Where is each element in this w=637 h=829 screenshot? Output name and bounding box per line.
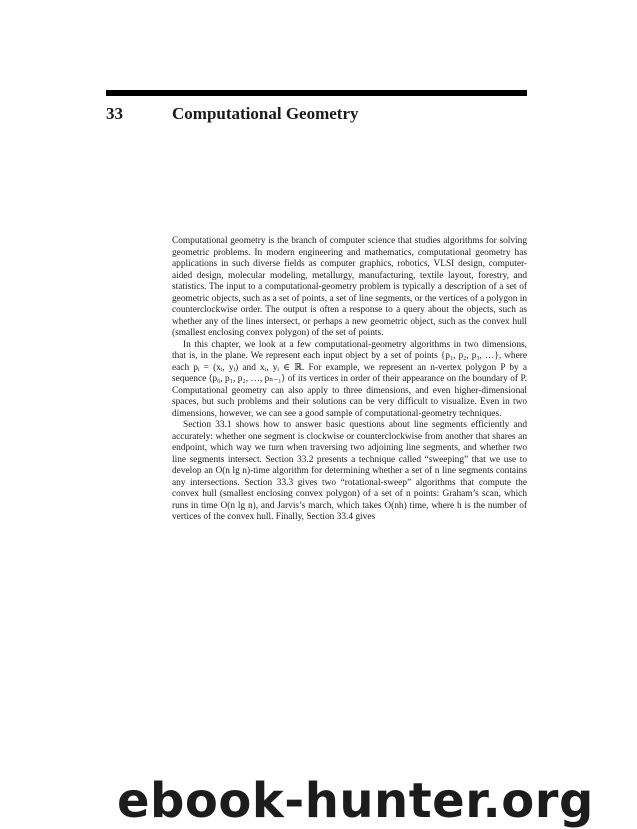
- watermark: ebook-hunter.org: [117, 773, 594, 829]
- chapter-title: Computational Geometry: [172, 104, 359, 123]
- paragraph-chapter-overview: In this chapter, we look at a few computational-geometry algorithms in two dimensions, that is, in the plane. We represent each input object by a set of points {p₁, p₂, p₃, …}, where each pᵢ = (xᵢ, yᵢ) and xᵢ, yᵢ ∈ ℝ. For example, we represent an n-vertex polygon P by a sequence ⟨p₀, p₁, p₂, …, pₙ₋₁⟩ of its vertices in order of their appearance on the boundary of P. Computational geometry can also apply to three dimensions, and even higher-dimensional spaces, but such problems and their solutions can be very difficult to visualize. Even in two dimensions, however, we can see a good sample of computational-geometry techniques.: [172, 339, 527, 419]
- chapter-rule: [106, 90, 527, 96]
- paragraph-section-summary: Section 33.1 shows how to answer basic questions about line segments efficiently and accurately: whether one segment is clockwise or counterclockwise from another that shares an endpoint, which way we turn when traversing two adjoining line segments, and whether two line segments intersect. Section 33.2 presents a technique called “sweeping” that we use to develop an O(n lg n)-time algorithm for determining whether a set of n line segments contains any intersections. Section 33.3 gives two “rotational-sweep” algorithms that compute the convex hull (smallest enclosing convex polygon) of a set of n points: Graham’s scan, which runs in time O(n lg n), and Jarvis’s march, which takes O(nh) time, where h is the number of vertices of the convex hull. Finally, Section 33.4 gives: [172, 420, 527, 522]
- body-text: [172, 236, 527, 524]
- chapter-number: 33: [106, 104, 123, 123]
- paragraph-intro: Computational geometry is the branch of computer science that studies algorithms for solving geometric problems. In modern engineering and mathematics, computational geometry has applications in such diverse fields as computer graphics, robotics, VLSI design, computer-aided design, molecular modeling, metallurgy, manufacturing, textile layout, forestry, and statistics. The input to a computational-geometry problem is typically a description of a set of geometric objects, such as a set of points, a set of line segments, or the vertices of a polygon in counterclockwise order. The output is often a response to a query about the objects, such as whether any of the lines intersect, or perhaps a new geometric object, such as the convex hull (smallest enclosing convex polygon) of the set of points.: [172, 236, 527, 338]
